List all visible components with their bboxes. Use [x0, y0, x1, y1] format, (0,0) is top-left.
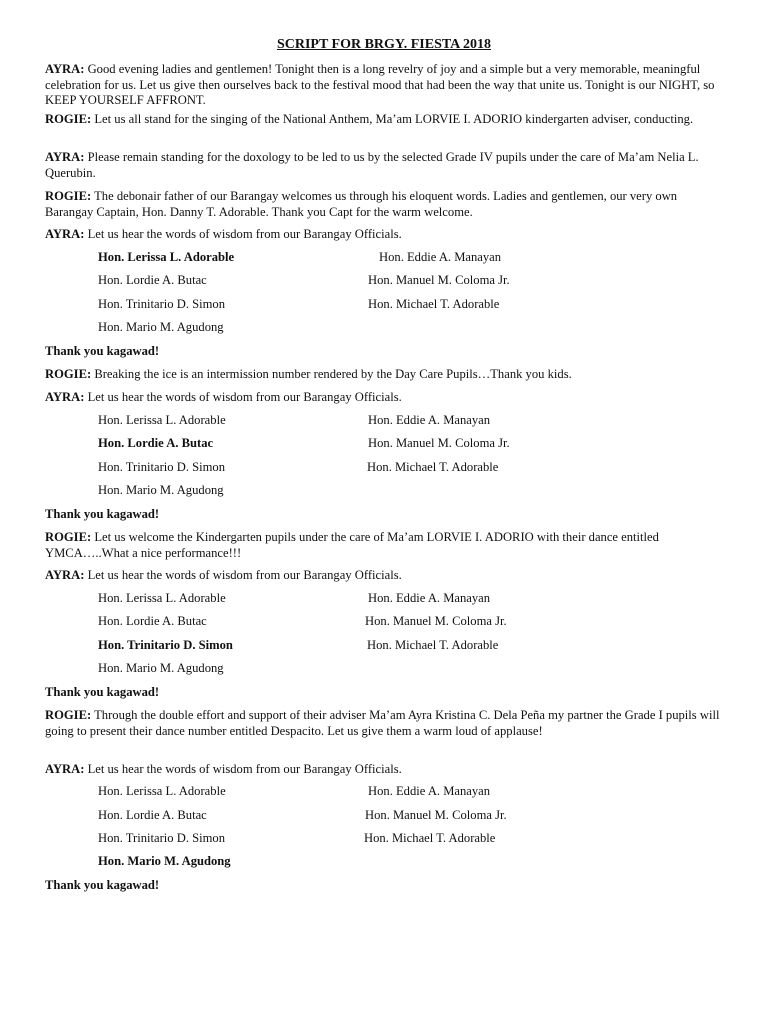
- paragraph-text: Let us hear the words of wisdom from our Barangay Officials.: [84, 568, 402, 582]
- official-name: Hon. Manuel M. Coloma Jr.: [365, 614, 507, 628]
- official-name: Hon. Lordie A. Butac: [98, 614, 207, 628]
- script-paragraph-ayra-3: [45, 227, 725, 243]
- document-title: SCRIPT FOR BRGY. FIESTA 2018: [276, 37, 492, 52]
- speaker-label: AYRA:: [45, 150, 85, 164]
- paragraph-text: Let us all stand for the singing of the National Anthem, Ma’am LORVIE I. ADORIO kindergarten adviser, conducting.: [91, 112, 694, 126]
- script-paragraph-ayra-1: [45, 62, 725, 109]
- official-name: Hon. Manuel M. Coloma Jr.: [368, 273, 510, 287]
- script-paragraph-ayra-5: [45, 568, 725, 584]
- official-name: Hon. Manuel M. Coloma Jr.: [365, 808, 507, 822]
- thank-you-line: Thank you kagawad!: [45, 507, 160, 521]
- speaker-label: ROGIE:: [45, 367, 92, 381]
- script-paragraph-rogie-5: [45, 708, 725, 739]
- officials-row: [0, 638, 768, 654]
- speaker-label: ROGIE:: [45, 708, 92, 722]
- speaker-label: AYRA:: [45, 390, 85, 404]
- official-name: Hon. Eddie A. Manayan: [368, 413, 491, 427]
- official-name: Hon. Lordie A. Butac: [98, 808, 207, 822]
- official-name: Hon. Trinitario D. Simon: [98, 460, 226, 474]
- paragraph-text: Let us hear the words of wisdom from our Barangay Officials.: [84, 762, 402, 776]
- script-paragraph-ayra-6: [45, 762, 725, 778]
- speaker-label: AYRA:: [45, 568, 85, 582]
- officials-row: [0, 808, 768, 824]
- officials-row: [0, 831, 768, 847]
- official-name: Hon. Lerissa L. Adorable: [98, 250, 235, 264]
- paragraph-text: The debonair father of our Barangay welcomes us through his eloquent words. Ladies and gentlemen, our very own Barangay Captain, Hon. Danny T. Adorable. Thank you Capt for the warm welcome.: [45, 189, 678, 219]
- paragraph-text: Through the double effort and support of their adviser Ma’am Ayra Kristina C. Dela Peña my partner the Grade I pupils will going to present their dance number entitled Despacito. Let us give them a warm loud of applause!: [45, 708, 720, 738]
- thank-you-line: Thank you kagawad!: [45, 878, 160, 892]
- paragraph-text: Let us welcome the Kindergarten pupils under the care of Ma’am LORVIE I. ADORIO with their dance entitled YMCA…..What a nice performance!!!: [45, 530, 659, 560]
- official-name: Hon. Trinitario D. Simon: [98, 638, 233, 652]
- speaker-label: AYRA:: [45, 762, 85, 776]
- official-name: Hon. Michael T. Adorable: [368, 297, 500, 311]
- officials-row: [0, 661, 768, 677]
- script-paragraph-rogie-1: [45, 112, 725, 128]
- officials-row: [0, 320, 768, 336]
- paragraph-text: Good evening ladies and gentlemen! Tonight then is a long revelry of joy and a simple but a very memorable, meaningful celebration for us. Let us give then ourselves back to the festival mood that had been the way that unite us. Tonight is our NIGHT, so KEEP YOURSELF AFFRONT.: [45, 62, 715, 107]
- thank-you-line: Thank you kagawad!: [45, 344, 160, 358]
- officials-row: [0, 614, 768, 630]
- officials-row: [0, 591, 768, 607]
- paragraph-text: Breaking the ice is an intermission number rendered by the Day Care Pupils…Thank you kids.: [91, 367, 572, 381]
- officials-row: [0, 784, 768, 800]
- script-paragraph-rogie-2: [45, 189, 725, 220]
- officials-row: [0, 413, 768, 429]
- official-name: Hon. Trinitario D. Simon: [98, 297, 226, 311]
- official-name: Hon. Trinitario D. Simon: [98, 831, 226, 845]
- official-name: Hon. Mario M. Agudong: [98, 661, 224, 675]
- official-name: Hon. Eddie A. Manayan: [368, 591, 491, 605]
- paragraph-text: Please remain standing for the doxology to be led to us by the selected Grade IV pupils under the care of Ma’am Nelia L. Querubin.: [45, 150, 699, 180]
- official-name: Hon. Mario M. Agudong: [98, 854, 231, 868]
- official-name: Hon. Lerissa L. Adorable: [98, 784, 226, 798]
- speaker-label: AYRA:: [45, 62, 85, 76]
- official-name: Hon. Lordie A. Butac: [98, 436, 214, 450]
- official-name: Hon. Michael T. Adorable: [367, 638, 499, 652]
- speaker-label: ROGIE:: [45, 530, 92, 544]
- official-name: Hon. Eddie A. Manayan: [379, 250, 502, 264]
- script-paragraph-rogie-4: [45, 530, 725, 561]
- official-name: Hon. Lerissa L. Adorable: [98, 413, 226, 427]
- script-paragraph-ayra-2: [45, 150, 725, 181]
- script-paragraph-ayra-4: [45, 390, 725, 406]
- speaker-label: AYRA:: [45, 227, 85, 241]
- official-name: Hon. Mario M. Agudong: [98, 320, 224, 334]
- officials-row: [0, 460, 768, 476]
- speaker-label: ROGIE:: [45, 189, 92, 203]
- official-name: Hon. Eddie A. Manayan: [368, 784, 491, 798]
- officials-row: [0, 436, 768, 452]
- official-name: Hon. Michael T. Adorable: [364, 831, 496, 845]
- thank-you-line: Thank you kagawad!: [45, 685, 160, 699]
- paragraph-text: Let us hear the words of wisdom from our Barangay Officials.: [84, 390, 402, 404]
- officials-row: [0, 273, 768, 289]
- paragraph-text: Let us hear the words of wisdom from our Barangay Officials.: [84, 227, 402, 241]
- officials-row: [0, 483, 768, 499]
- official-name: Hon. Manuel M. Coloma Jr.: [368, 436, 510, 450]
- script-paragraph-rogie-3: [45, 367, 725, 383]
- official-name: Hon. Michael T. Adorable: [367, 460, 499, 474]
- officials-row: [0, 250, 768, 266]
- official-name: Hon. Lordie A. Butac: [98, 273, 207, 287]
- official-name: Hon. Mario M. Agudong: [98, 483, 224, 497]
- official-name: Hon. Lerissa L. Adorable: [98, 591, 226, 605]
- officials-row: [0, 854, 768, 870]
- speaker-label: ROGIE:: [45, 112, 92, 126]
- officials-row: [0, 297, 768, 313]
